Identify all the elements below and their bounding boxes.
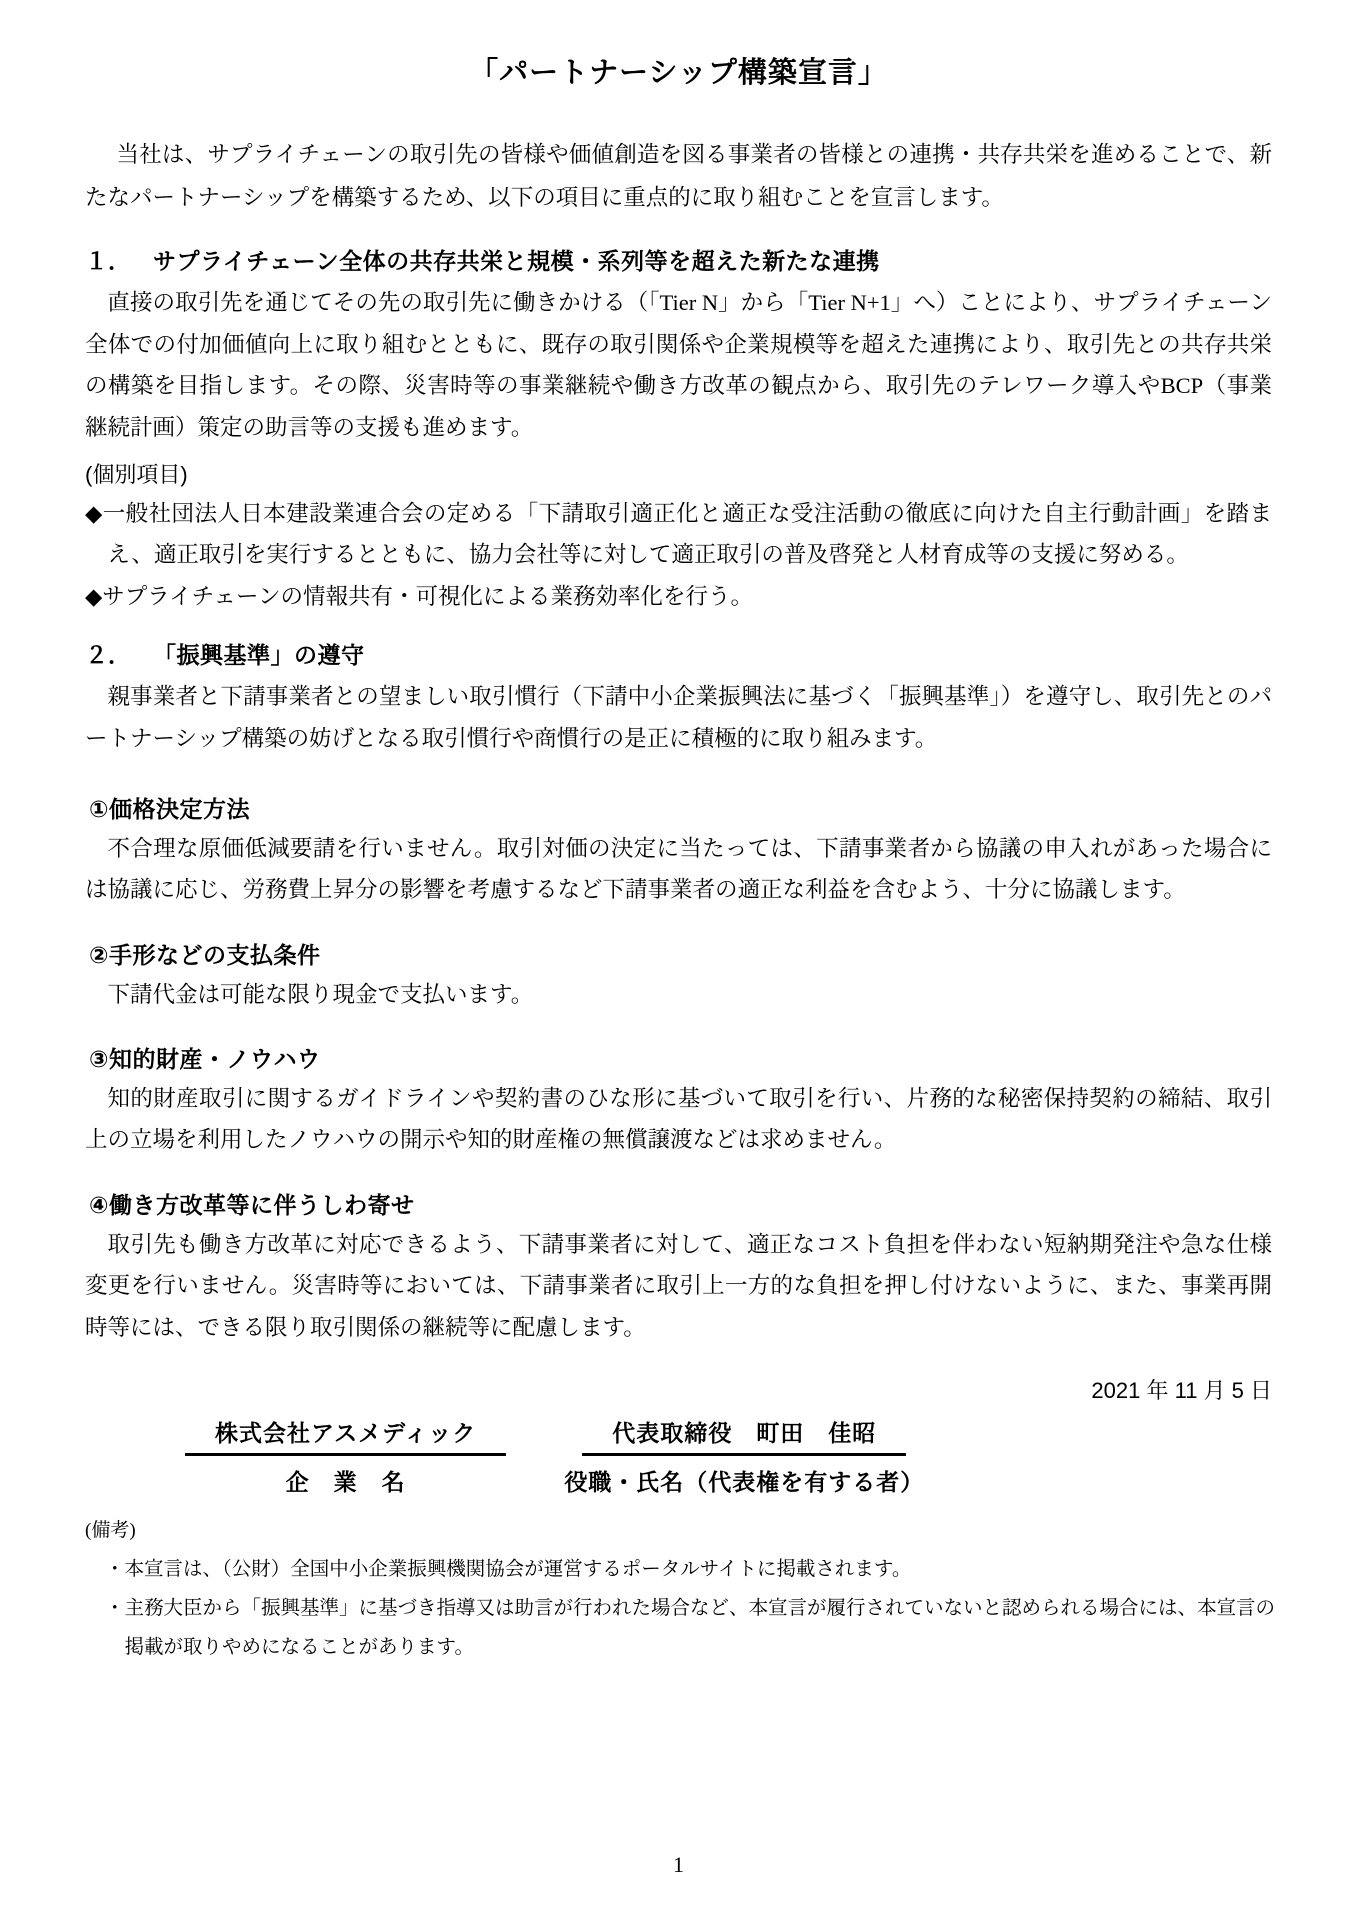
bullet-item: ◆一般社団法人日本建設業連合会の定める「下請取引適正化と適正な受注活動の徹底に向けた自主行動計画」を踏まえ、適正取引を実行するとともに、協力会社等に対して適正取引の普及啓発と人材育成等の支援に努める。	[85, 500, 1272, 568]
representative-name-label: 役職・氏名（代表権を有する者）	[564, 1469, 925, 1496]
representative-name-value: 代表取締役 町田 佳昭	[582, 1415, 906, 1456]
section-2-heading	[85, 637, 1272, 670]
section-2-number: ２．	[85, 642, 131, 669]
bullet-item: ◆サプライチェーンの情報共有・可視化による業務効率化を行う。	[85, 583, 754, 609]
remark-item: ・本宣言は、（公財）全国中小企業振興機関協会が運営するポータルサイトに掲載されます。	[105, 1559, 912, 1581]
signature-block	[185, 1415, 1272, 1497]
subsection-price-heading: ①価格決定方法	[89, 795, 250, 822]
company-name-value: 株式会社アスメディック	[185, 1415, 506, 1456]
subsection-ip-heading: ③知的財産・ノウハウ	[89, 1046, 321, 1073]
remarks-list	[105, 1550, 1275, 1667]
section-1-heading	[85, 243, 1272, 276]
subsection-workstyle-heading: ④働き方改革等に伴うしわ寄せ	[89, 1191, 415, 1218]
subsection-ip-body: 知的財産取引に関するガイドラインや契約書のひな形に基づいて取引を行い、片務的な秘密保持契約の締結、取引上の立場を利用したノウハウの開示や知的財産権の無償譲渡などは求めません。	[85, 1086, 1272, 1153]
subsection-price-body: 不合理な原価低減要請を行いません。取引対価の決定に当たっては、下請事業者から協議の申入れがあった場合には協議に応じ、労務費上昇分の影響を考慮するなど下請事業者の適正な利益を含むよう、十分に協議します。	[85, 835, 1272, 903]
subsection-workstyle	[85, 1187, 1272, 1348]
subsection-price	[85, 791, 1272, 911]
document-title: 「パートナーシップ構築宣言」	[469, 57, 888, 89]
subsection-workstyle-body: 取引先も働き方改革に対応できるよう、下請事業者に対して、適正なコスト負担を伴わない短納期発注や急な仕様変更を行いません。災害時等においては、下請事業者に取引上一方的な負担を押し付けないように、また、事業再開時等には、できる限り取引関係の継続等に配慮します。	[85, 1231, 1272, 1340]
remarks-section	[85, 1515, 1276, 1667]
signature-company	[185, 1415, 506, 1497]
subsection-payment-heading: ②手形などの支払条件	[89, 941, 321, 968]
declaration-date: 2021 年 11 月 5 日	[1091, 1378, 1272, 1404]
page-number: 1	[673, 1852, 684, 1877]
subsection-payment-body: 下請代金は可能な限り現金で支払います。	[107, 981, 534, 1007]
section-2-title: 「振興基準」の遵守	[153, 642, 365, 669]
section-2-body: 親事業者と下請事業者との望ましい取引慣行（下請中小企業振興法に基づく「振興基準」）を遵守し、取引先とのパートナーシップ構築の妨げとなる取引慣行や商慣行の是正に積極的に取り組みます。	[85, 684, 1272, 751]
signature-representative	[564, 1415, 924, 1497]
company-name-label: 企 業 名	[285, 1469, 406, 1496]
remarks-label: (備考)	[85, 1520, 136, 1542]
intro-paragraph: 当社は、サプライチェーンの取引先の皆様や価値創造を図る事業者の皆様との連携・共存共栄を進めることで、新たなパートナーシップを構築するため、以下の項目に重点的に取り組むことを宣言します。	[85, 142, 1272, 211]
section-1-number: １．	[85, 248, 131, 275]
section-1-title: サプライチェーン全体の共存共栄と規模・系列等を超えた新たな連携	[153, 248, 880, 275]
remark-item: ・主務大臣から「振興基準」に基づき指導又は助言が行われた場合など、本宣言が履行されていないと認められる場合には、本宣言の掲載が取りやめになることがあります。	[105, 1598, 1276, 1659]
individual-items-label: (個別項目)	[85, 461, 188, 487]
subsection-ip	[85, 1041, 1272, 1161]
section-1-body: 直接の取引先を通じてその先の取引先に働きかける（「Tier N」から「Tier N+1」へ）ことにより、サプライチェーン全体での付加価値向上に取り組むとともに、既存の取引関係や企業規模等を超えた連携により、取引先との共存共栄の構築を目指します。その際、災害時等の事業継続や働き方改革の観点から、取引先のテレワーク導入やBCP（事業継続計画）策定の助言等の支援も進めます。	[85, 290, 1272, 440]
subsection-payment	[85, 937, 1272, 1015]
section-1-bullet-list	[85, 493, 1272, 617]
